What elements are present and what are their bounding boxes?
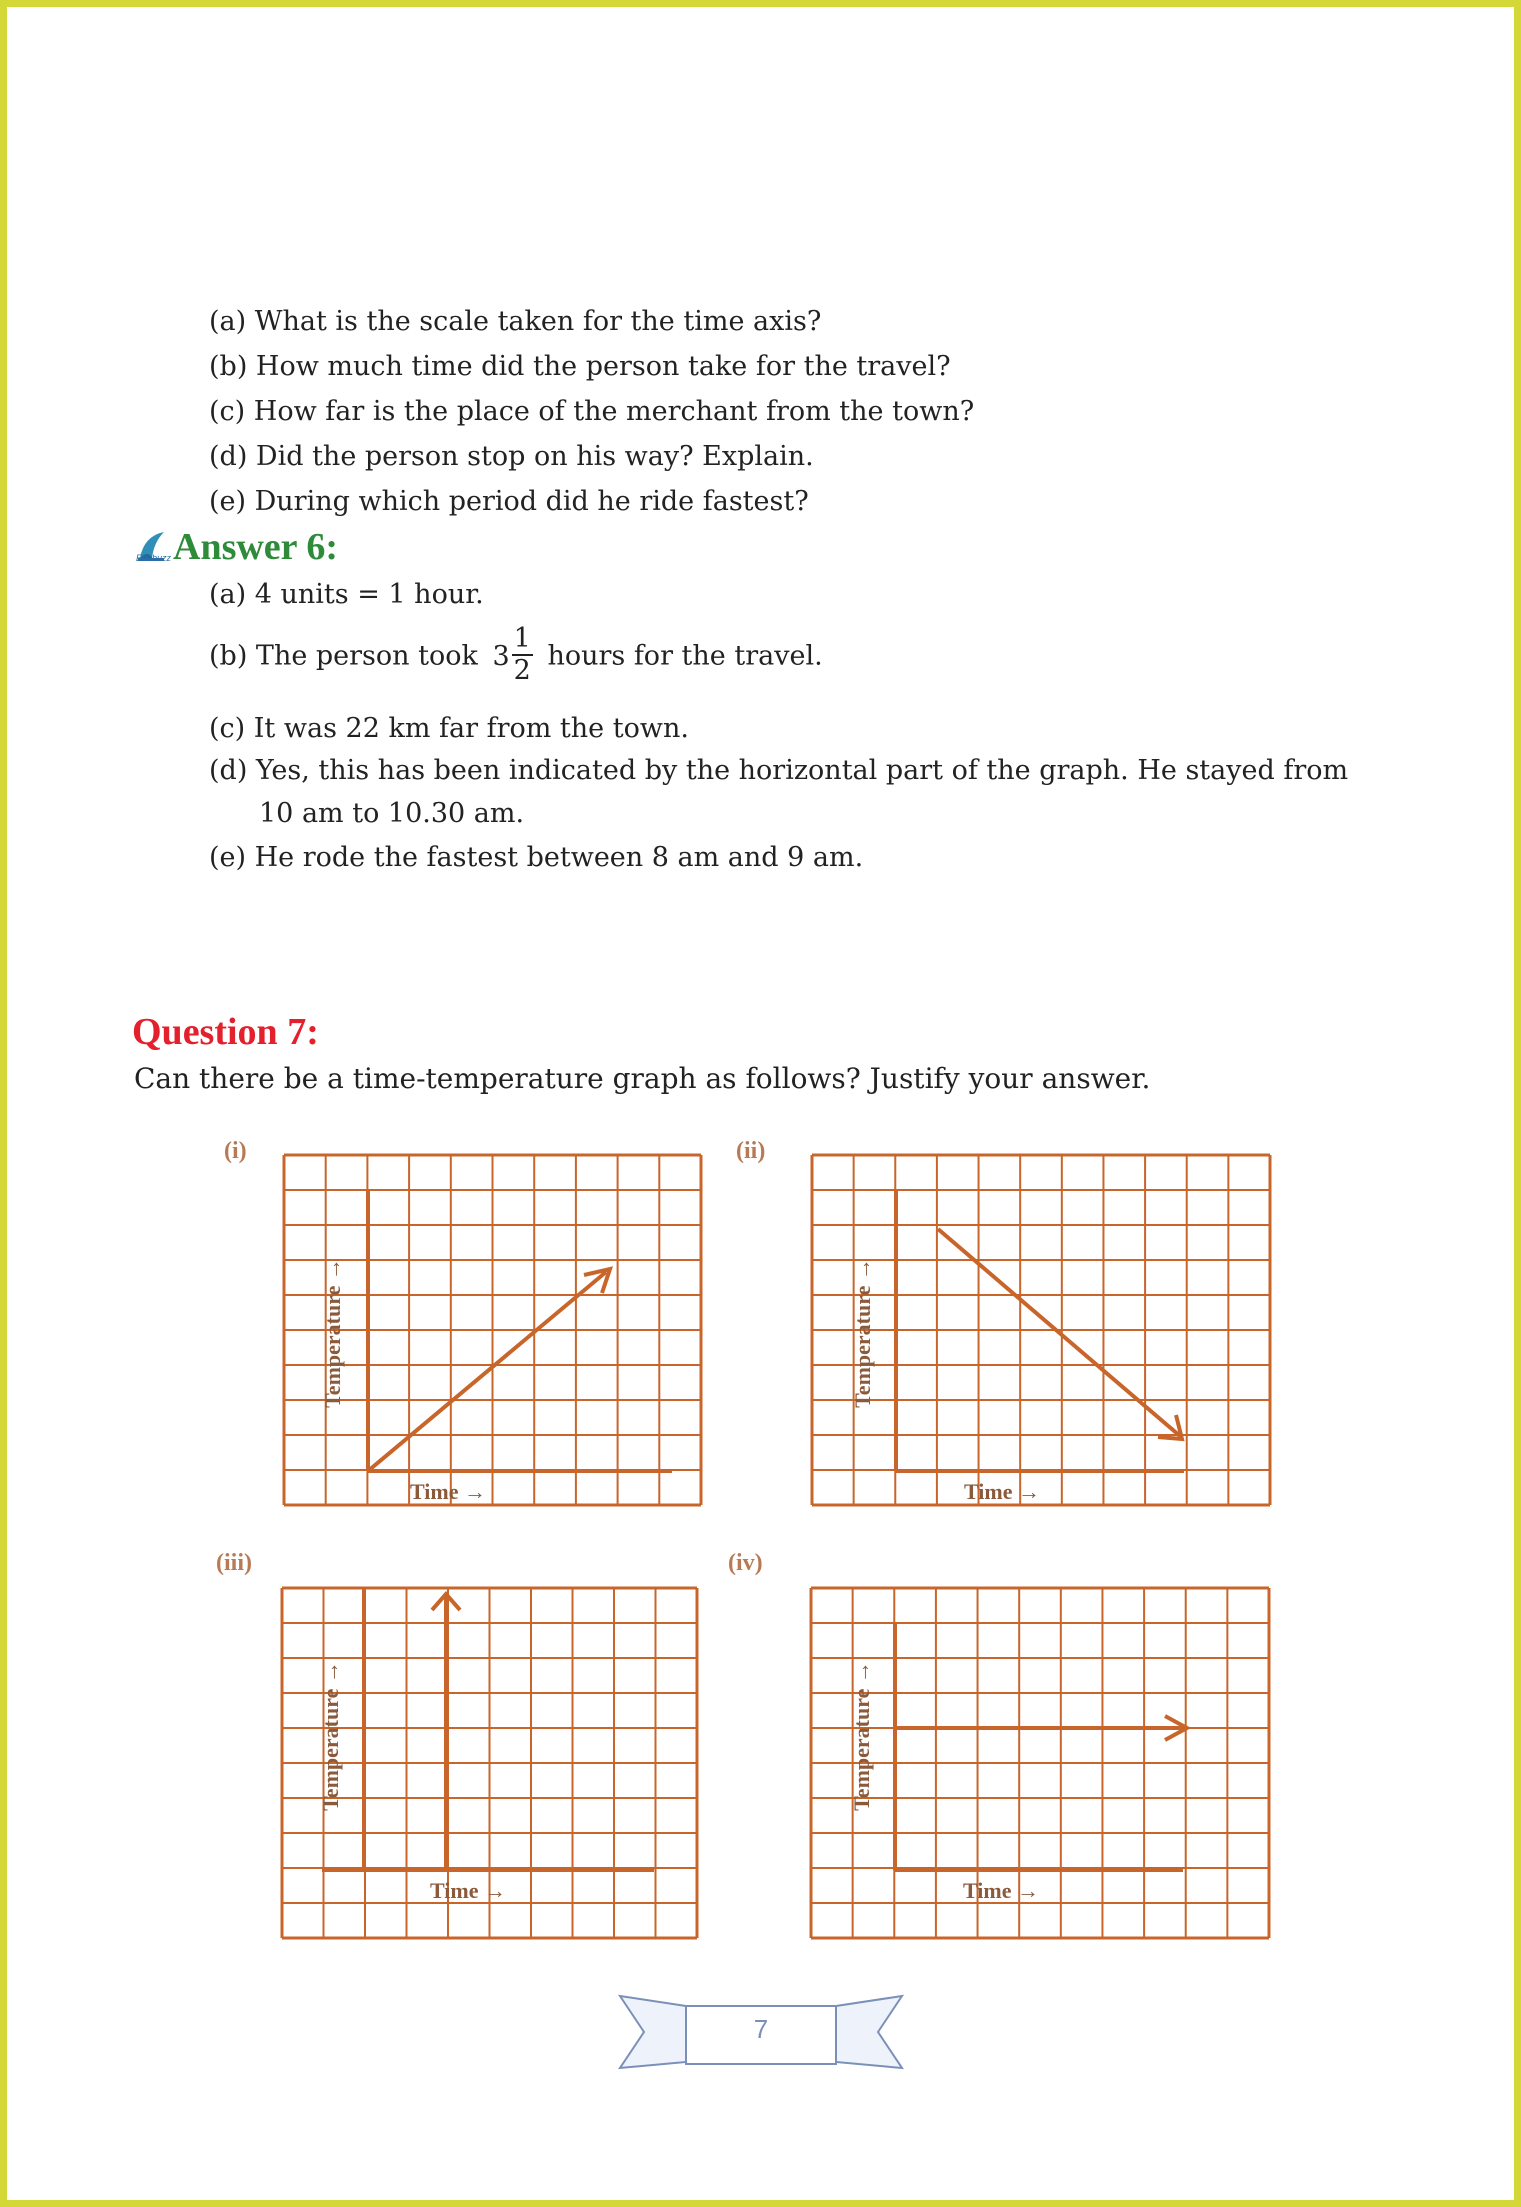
- x-axis-label: Time →: [410, 1479, 486, 1504]
- answer-6b-fraction: [512, 624, 533, 686]
- answer-6b-prefix: (b) The person took: [209, 640, 478, 672]
- question-6b: (b) How much time did the person take for the travel?: [209, 351, 951, 382]
- x-axis-label: Time →: [964, 1479, 1040, 1504]
- y-axis-label: Temperature →: [320, 1258, 345, 1408]
- question-6a: (a) What is the scale taken for the time axis?: [209, 306, 822, 337]
- answer-6e: (e) He rode the fastest between 8 am and 9 am.: [209, 842, 864, 873]
- answer-6b-suffix: hours for the travel.: [547, 640, 823, 672]
- question-6c: (c) How far is the place of the merchant from the town?: [209, 396, 975, 427]
- grid: [284, 1155, 701, 1505]
- answer-6a: (a) 4 units = 1 hour.: [209, 579, 484, 610]
- question-6e: (e) During which period did he ride fastest?: [209, 486, 809, 517]
- answer-6d-line1: (d) Yes, this has been indicated by the horizontal part of the graph. He stayed from: [209, 755, 1349, 786]
- answer-heading: Answer 6:: [173, 526, 339, 568]
- grid: [811, 1588, 1269, 1938]
- x-axis-label: Time →: [430, 1878, 506, 1903]
- answer-6d-line2: 10 am to 10.30 am.: [259, 798, 525, 829]
- question-text: Can there be a time-temperature graph as follows? Justify your answer.: [134, 1062, 1151, 1095]
- y-axis-label: Temperature →: [318, 1661, 343, 1811]
- graph-label-iii: (iii): [216, 1550, 252, 1576]
- rising-line: [368, 1272, 606, 1471]
- question-heading: Question 7:: [132, 1011, 319, 1053]
- question-6d: (d) Did the person stop on his way? Explain.: [209, 441, 814, 472]
- graph-iii: [280, 1586, 699, 1940]
- page-number-ribbon: [616, 1988, 906, 2076]
- x-axis-label: Time →: [963, 1878, 1039, 1903]
- fraction-denominator: 2: [513, 655, 531, 686]
- answer-6c: (c) It was 22 km far from the town.: [209, 713, 689, 744]
- page-number: 7: [753, 2014, 769, 2044]
- y-axis-label: Temperature →: [849, 1661, 874, 1811]
- graph-label-i: (i): [224, 1138, 247, 1164]
- answer-6b: [209, 623, 823, 688]
- fraction-numerator: 1: [513, 623, 531, 654]
- graph-ii: [810, 1153, 1272, 1507]
- grid: [812, 1155, 1270, 1505]
- graph-label-ii: (ii): [736, 1138, 766, 1164]
- y-axis-label: Temperature →: [850, 1258, 875, 1408]
- graph-i: [282, 1153, 703, 1507]
- graph-label-iv: (iv): [728, 1550, 763, 1576]
- answer-6b-whole: 3: [492, 640, 510, 672]
- graph-iv: [809, 1586, 1271, 1940]
- logo-text: Edubuzz: [136, 553, 172, 563]
